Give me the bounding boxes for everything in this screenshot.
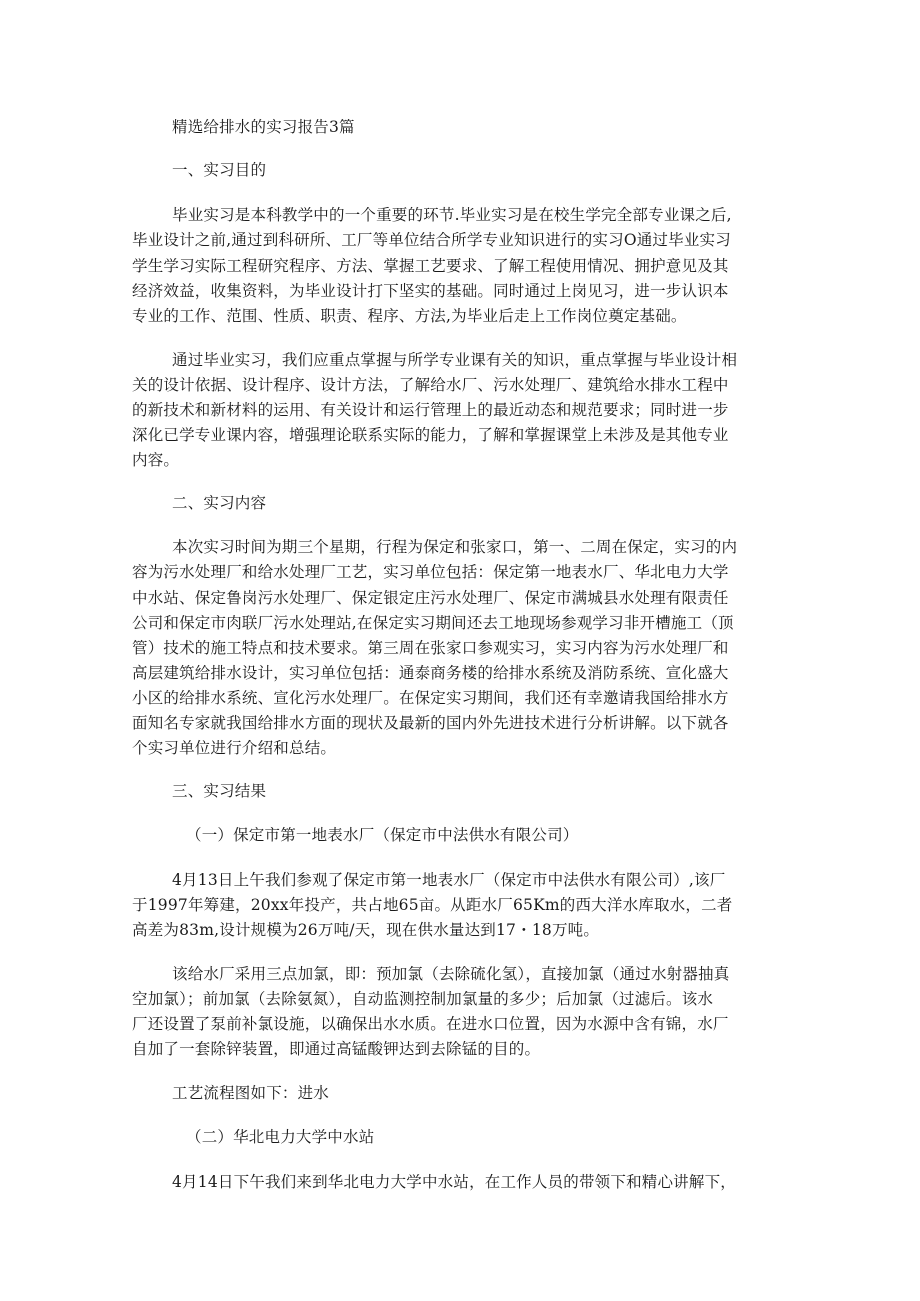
paragraph-line: 面知名专家就我国给排水方面的现状及最新的国内外先进技术进行分析讲解。以下就各 [132,714,729,732]
subsection-heading-reclaimed-water: （二）华北电力大学中水站 [186,1128,375,1146]
paragraph-line: 自加了一套除锌装置，即通过高锰酸钾达到去除锰的目的。 [132,1040,541,1058]
paragraph-line: 关的设计依据、设计程序、设计方法，了解给水厂、污水处理厂、建筑给水排水工程中 [132,376,729,394]
paragraph-line: 毕业实习是本科教学中的一个重要的环节.毕业实习是在校生学完全部专业课之后, [172,206,732,224]
paragraph-line: 于1997年筹建，20xx年投产，共占地65亩。从距水厂65Km的西大洋水库取水，二者 [132,896,733,914]
document-title: 精选给排水的实习报告3篇 [172,118,355,136]
paragraph-line: 深化已学专业课内容，增强理论联系实际的能力，了解和掌握课堂上未涉及是其他专业 [132,426,729,444]
paragraph-line: 4月14日下午我们来到华北电力大学中水站，在工作人员的带领下和精心讲解下， [172,1173,736,1191]
paragraph-line: 小区的给排水系统、宣化污水处理厂。在保定实习期间，我们还有幸邀请我国给排水方 [132,689,729,707]
subsection-heading-water-plant: （一）保定市第一地表水厂（保定市中法供水有限公司） [186,826,579,844]
paragraph-line: 内容。 [132,451,180,469]
section-heading-content: 二、实习内容 [172,494,267,512]
flowchart-caption: 工艺流程图如下：进水 [172,1084,330,1102]
paragraph-line: 通过毕业实习，我们应重点掌握与所学专业课有关的知识，重点掌握与毕业设计相 [172,351,738,369]
paragraph-line: 厂还设置了泵前补氯设施，以确保出水水质。在进水口位置，因为水源中含有锦，水厂 [132,1015,729,1033]
paragraph-line: 容为污水处理厂和给水处理厂工艺，实习单位包括：保定第一地表水厂、华北电力大学 [132,563,729,581]
section-heading-results: 三、实习结果 [172,782,267,800]
paragraph-line: 学生学习实际工程研究程序、方法、掌握工艺要求、了解工程使用情况、拥护意见及其 [132,257,729,275]
paragraph-line: 该给水厂采用三点加氯，即：预加氯（去除硫化氢），直接加氯（通过水射器抽真 [172,965,730,983]
paragraph-line: 公司和保定市肉联厂污水处理站,在保定实习期间还去工地现场参观学习非开槽施工（顶 [132,614,734,632]
paragraph-line: 管）技术的施工特点和技术要求。第三周在张家口参观实习，实习内容为污水处理厂和 [132,639,729,657]
paragraph-line: 经济效益，收集资料，为毕业设计打下坚实的基础。同时通过上岗见习，进一步认识本 [132,282,729,300]
paragraph-line: 高层建筑给排水设计，实习单位包括：通泰商务楼的给排水系统及消防系统、宣化盛大 [132,664,729,682]
paragraph-line: 中水站、保定鲁岗污水处理厂、保定银定庄污水处理厂、保定市满城县水处理有限责任 [132,589,729,607]
paragraph-line: 的新技术和新材料的运用、有关设计和运行管理上的最近动态和规范要求；同时进一步 [132,401,729,419]
paragraph-line: 毕业设计之前,通过到科研所、工厂等单位结合所学专业知识进行的实习O通过毕业实习 [132,231,731,249]
section-heading-purpose: 一、实习目的 [172,161,267,179]
paragraph-line: 高差为83m,设计规模为26万吨/天，现在供水量达到17・18万吨。 [132,921,600,939]
paragraph-line: 专业的工作、范围、性质、职责、程序、方法,为毕业后走上工作岗位奠定基础。 [132,307,687,325]
paragraph-line: 空加氯）；前加氯（去除氨氮），自动监测控制加氯量的多少；后加氯（过滤后。该水 [132,990,714,1008]
paragraph-line: 本次实习时间为期三个星期，行程为保定和张家口，第一、二周在保定，实习的内 [172,538,738,556]
paragraph-line: 个实习单位进行介绍和总结。 [132,739,337,757]
paragraph-line: 4月13日上午我们参观了保定市第一地表水厂（保定市中法供水有限公司）,该厂 [172,871,726,889]
